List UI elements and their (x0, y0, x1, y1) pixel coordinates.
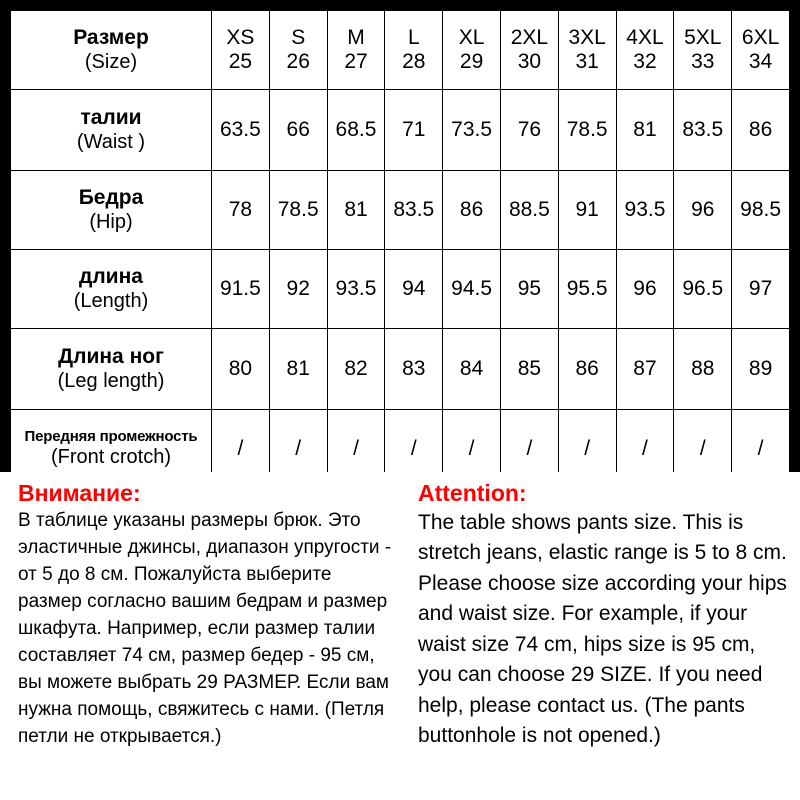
size-number: 25 (228, 50, 253, 73)
table-row (11, 90, 790, 171)
size-name: 2XL (510, 25, 549, 49)
measurement-value: 95.5 (558, 250, 616, 329)
measurement-value: 85 (500, 329, 558, 410)
table-row (11, 171, 790, 250)
measurement-value: / (616, 410, 674, 489)
note-english (410, 472, 800, 800)
size-column-header (674, 11, 732, 90)
measurement-value: / (558, 410, 616, 489)
size-column-header (732, 11, 790, 90)
measurement-value: / (385, 410, 443, 489)
row-label-cell (11, 171, 212, 250)
measurement-value: 98.5 (732, 171, 790, 250)
measurement-value: 93.5 (327, 250, 385, 329)
measurement-value: 88.5 (500, 171, 558, 250)
measurement-value: 63.5 (212, 90, 270, 171)
measurement-value: 86 (443, 171, 501, 250)
measurement-value: 73.5 (443, 90, 501, 171)
table-header-row (11, 11, 790, 90)
measurement-value: / (212, 410, 270, 489)
row-label-cell (11, 250, 212, 329)
row-label-en: (Hip) (89, 210, 133, 233)
measurement-value: 93.5 (616, 171, 674, 250)
row-label-en: (Leg length) (57, 369, 165, 392)
size-column-header (327, 11, 385, 90)
measurement-value: 94.5 (443, 250, 501, 329)
size-name: 6XL (741, 25, 780, 49)
size-chart-table (10, 10, 790, 489)
size-name: L (407, 25, 420, 49)
size-name: 4XL (626, 25, 664, 49)
row-label-ru: талии (80, 105, 142, 129)
measurement-value: / (674, 410, 732, 489)
note-english-body: The table shows pants size. This is stretch jeans, elastic range is 5 to 8 cm. Please choose size according your hips and waist size. For example, if your waist size 74 cm, hips size is 95 cm, you can choose 29 SIZE. If you need help, please contact us. (The pants buttonhole is not opened.) (418, 511, 787, 748)
size-name: S (291, 25, 306, 49)
measurement-value: 78 (212, 171, 270, 250)
size-column-header (500, 11, 558, 90)
measurement-value: / (500, 410, 558, 489)
measurement-value: 91 (558, 171, 616, 250)
measurement-value: 86 (558, 329, 616, 410)
size-number: 34 (748, 50, 773, 73)
header-label-en: (Size) (84, 50, 138, 73)
size-number: 32 (633, 50, 657, 73)
size-name: XL (458, 25, 485, 49)
measurement-value: 71 (385, 90, 443, 171)
measurement-value: 96 (616, 250, 674, 329)
note-russian-title: Внимание: (18, 480, 141, 506)
measurement-value: 89 (732, 329, 790, 410)
size-column-header (616, 11, 674, 90)
table-row (11, 250, 790, 329)
table-row (11, 329, 790, 410)
size-name: XS (226, 25, 255, 49)
measurement-value: / (327, 410, 385, 489)
size-number: 31 (575, 50, 599, 73)
measurement-value: 78.5 (269, 171, 327, 250)
measurement-value: 96 (674, 171, 732, 250)
measurement-value: 76 (500, 90, 558, 171)
measurement-value: 80 (212, 329, 270, 410)
size-chart-body (11, 11, 790, 489)
row-label-ru: Передняя промежность (24, 428, 198, 446)
measurement-value: 78.5 (558, 90, 616, 171)
size-name: 5XL (684, 25, 722, 49)
size-column-header (558, 11, 616, 90)
note-russian (0, 472, 410, 800)
measurement-value: 81 (616, 90, 674, 171)
row-label-en: (Length) (73, 289, 149, 312)
measurement-value: 86 (732, 90, 790, 171)
measurement-value: 96.5 (674, 250, 732, 329)
header-label-cell (11, 11, 212, 90)
measurement-value: / (732, 410, 790, 489)
measurement-value: 68.5 (327, 90, 385, 171)
size-column-header (385, 11, 443, 90)
measurement-value: 91.5 (212, 250, 270, 329)
size-number: 26 (286, 50, 310, 73)
size-number: 29 (459, 50, 484, 73)
row-label-ru: длина (79, 264, 143, 288)
size-column-header (269, 11, 327, 90)
measurement-value: 95 (500, 250, 558, 329)
row-label-en: (Front crotch) (50, 446, 172, 469)
note-english-title: Attention: (418, 480, 527, 506)
notes-section (0, 472, 800, 800)
size-column-header (443, 11, 501, 90)
row-label-ru: Бедра (78, 185, 144, 209)
size-number: 30 (517, 50, 542, 73)
measurement-value: 66 (269, 90, 327, 171)
measurement-value: 87 (616, 329, 674, 410)
row-label-ru: Длина ног (58, 344, 164, 368)
measurement-value: 88 (674, 329, 732, 410)
measurement-value: 97 (732, 250, 790, 329)
size-name: M (347, 25, 365, 49)
measurement-value: 83.5 (385, 171, 443, 250)
measurement-value: 81 (269, 329, 327, 410)
size-number: 33 (691, 50, 715, 73)
measurement-value: 83.5 (674, 90, 732, 171)
measurement-value: 94 (385, 250, 443, 329)
measurement-value: / (443, 410, 501, 489)
measurement-value: 81 (327, 171, 385, 250)
measurement-value: / (269, 410, 327, 489)
measurement-value: 82 (327, 329, 385, 410)
row-label-en: (Waist ) (76, 130, 146, 153)
size-name: 3XL (568, 25, 606, 49)
header-label-ru: Размер (73, 25, 149, 49)
note-russian-body: В таблице указаны размеры брюк. Это эластичные джинсы, диапазон упругости - от 5 до 8 см. Пожалуйста выберите размер согласно вашим бедрам и размер шкафута. Например, если размер талии составляет 74 см, размер бедер - 95 см, вы можете выбрать 29 РАЗМЕР. Если вам нужна помощь, свяжитесь с нами. (Петля петли не открывается.) (18, 510, 392, 747)
measurement-value: 83 (385, 329, 443, 410)
size-number: 28 (402, 50, 426, 73)
measurement-value: 92 (269, 250, 327, 329)
size-column-header (212, 11, 270, 90)
row-label-cell (11, 329, 212, 410)
size-number: 27 (344, 50, 368, 73)
measurement-value: 84 (443, 329, 501, 410)
row-label-cell (11, 90, 212, 171)
